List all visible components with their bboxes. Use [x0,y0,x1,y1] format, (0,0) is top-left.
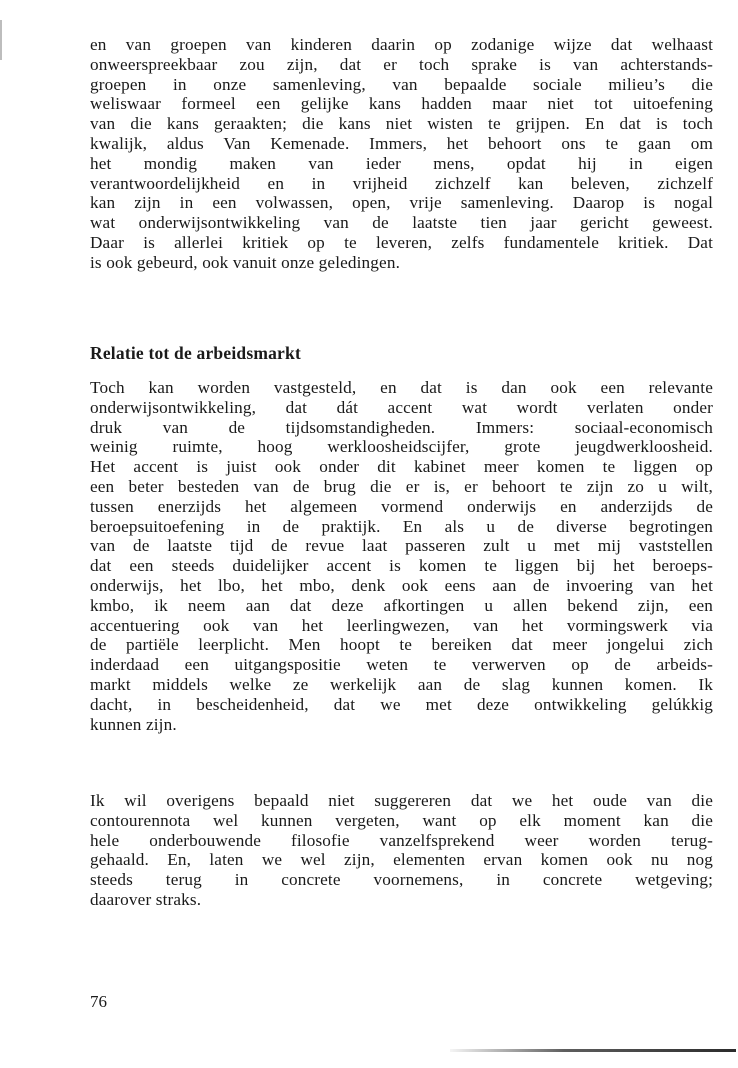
text-line: van de laatste tijd de revue laat passeren zult u met mij vaststellen [90,536,713,556]
text-line: contourennota wel kunnen vergeten, want op elk moment kan die [90,810,713,830]
text-line: weliswaar formeel een gelijke kans hadden maar niet tot uitoefening [90,94,713,114]
text-line: steeds terug in concrete voornemens, in concrete wetgeving; [90,870,713,890]
text-line: gehaald. En, laten we wel zijn, elementen ervan komen ook nu nog [90,850,713,870]
text-line: beroepsuitoefening in de praktijk. En als u de diverse begrotingen [90,516,713,536]
text-line: is ook gebeurd, ook vanuit onze geledingen. [90,252,401,272]
text-line: onderwijsontwikkeling, dat dát accent wat wordt verlaten onder [90,397,713,417]
text-line: wat onderwijsontwikkeling van de laatste tien jaar gericht geweest. [90,213,713,233]
text-line: kunnen zijn. [90,714,177,734]
text-line: kmbo, ik neem aan dat deze afkortingen u allen bekend zijn, een [90,595,713,615]
text-line: en van groepen van kinderen daarin op zodanige wijze dat welhaast [90,35,713,54]
text-line: de partiële leerplicht. Men hoopt te bereiken dat meer jongelui zich [90,635,713,655]
page-number: 76 [90,992,107,1011]
scan-edge-mark [0,20,2,60]
text-line: een beter besteden van de brug die er is, er behoort te zijn zo u wilt, [90,476,713,496]
text-line: markt middels welke ze werkelijk aan de slag kunnen komen. Ik [90,674,713,694]
text-line: groepen in onze samenleving, van bepaalde sociale milieu’s die [90,74,713,94]
text-line: Het accent is juist ook onder dit kabinet meer komen te liggen op [90,457,713,477]
scan-bottom-edge [450,1049,736,1052]
text-line: dat een steeds duidelijker accent is komen te liggen bij het beroeps- [90,556,713,576]
paragraph-3 [90,791,713,910]
text-line: weinig ruimte, hoog werkloosheidscijfer, grote jeugdwerkloosheid. [90,437,713,457]
text-line: kwalijk, aldus Van Kemenade. Immers, het behoort ons te gaan om [90,133,713,153]
text-line: druk van de tijdsomstandigheden. Immers: sociaal-economisch [90,417,713,437]
text-line: accentuering ook van het leerlingwezen, van het vormingswerk via [90,615,713,635]
paragraph-2 [90,378,713,734]
paragraph-1 [90,35,713,273]
text-line: van die kans geraakten; die kans niet wisten te grijpen. En dat is toch [90,114,713,134]
text-line: het mondig maken van ieder mens, opdat hij in eigen [90,153,713,173]
text-line: Toch kan worden vastgesteld, en dat is dan ook een relevante [90,378,713,397]
text-line: dacht, in bescheidenheid, dat we met deze ontwikkeling gelúkkig [90,694,713,714]
text-line: tussen enerzijds het algemeen vormend onderwijs en anderzijds de [90,496,713,516]
text-line: Daar is allerlei kritiek op te leveren, zelfs fundamentele kritiek. Dat [90,232,713,252]
text-line: kan zijn in een volwassen, open, vrije samenleving. Daarop is nogal [90,193,713,213]
text-line: Ik wil overigens bepaald niet suggereren dat we het oude van die [90,791,713,810]
text-line: daarover straks. [90,889,202,909]
text-line: verantwoordelijkheid en in vrijheid zichzelf kan beleven, zichzelf [90,173,713,193]
text-line: hele onderbouwende filosofie vanzelfsprekend weer worden terug- [90,830,713,850]
text-line: onweerspreekbaar zou zijn, dat er toch sprake is van achterstands- [90,54,713,74]
text-line: onderwijs, het lbo, het mbo, denk ook eens aan de invoering van het [90,575,713,595]
section-heading: Relatie tot de arbeidsmarkt [90,343,301,363]
text-line: inderdaad een uitgangspositie weten te verwerven op de arbeids- [90,655,713,675]
